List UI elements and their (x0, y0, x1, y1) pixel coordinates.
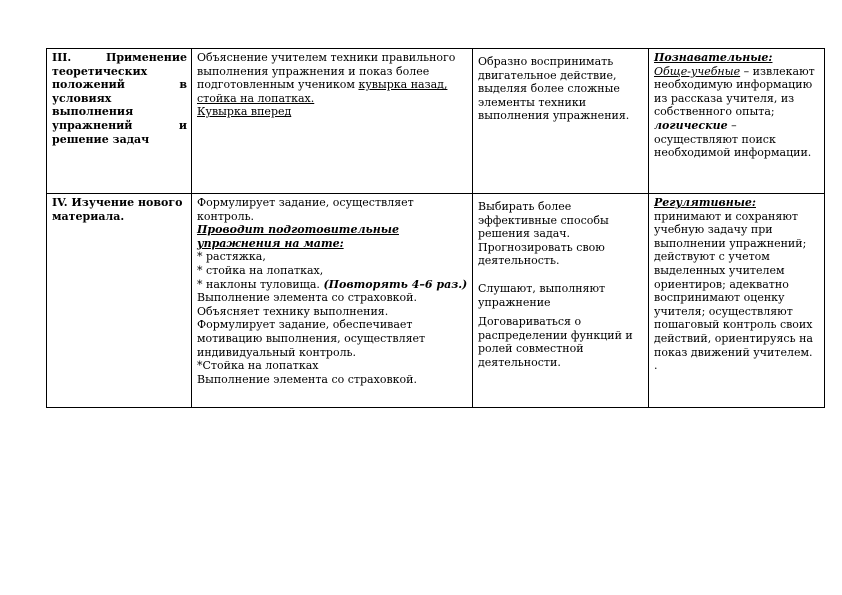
teacher-item: * наклоны туловища. (197, 277, 320, 291)
uud-logic-text: – осуществляют поиск необходимой информации. (654, 118, 812, 160)
stage-title: III. Применение теоретических положений в условиях выполнения упражнений и решение задач (52, 51, 187, 146)
student-text: Выбирать более эффективные способы решения задач. (478, 200, 609, 241)
uud-text: принимают и сохраняют учебную задачу при выполнении упражнений; действуют с учетом выделенных учителем ориентиров; адекватно воспринимают оценку учителя; осуществляют пошаговый контроль своих действий, ориентируясь на показ движений учителем. (654, 209, 813, 359)
teacher-activity-cell (192, 49, 473, 194)
uud-cell (649, 49, 825, 194)
stage-cell (47, 49, 192, 194)
teacher-repeat: (Повторять 4–6 раз.) (323, 277, 468, 291)
stage-title: IV. Изучение нового материала. (52, 196, 183, 223)
uud-end: . (654, 359, 658, 373)
student-text: Образно воспринимать двигательное действие, выделяя более сложные элементы техники выполнения упражнения. (478, 55, 630, 123)
teacher-text: *Стойка на лопатках (197, 359, 319, 373)
table-row (47, 49, 825, 194)
teacher-item: * растяжка, (197, 250, 266, 264)
teacher-text: Выполнение элемента со страховкой. (197, 372, 417, 386)
student-text: Слушают, выполняют упражнение (478, 281, 606, 309)
uud-general-text: – извлекают необходимую информацию из рассказа учителя, из собственного опыта; (654, 64, 815, 119)
teacher-item: * стойка на лопатках, (197, 263, 324, 277)
teacher-exercise: кувырка назад, стойка на лопатках. (197, 78, 448, 105)
teacher-activity-cell (192, 194, 473, 408)
teacher-text: Выполнение элемента со страховкой. (197, 291, 417, 305)
uud-cell (649, 194, 825, 408)
teacher-text: Формулирует задание, обеспечивает мотивацию выполнения, осуществляет индивидуальный контроль. (197, 318, 426, 359)
teacher-prep: Проводит подготовительные упражнения на мате: (197, 223, 399, 250)
uud-logic-label: логические (654, 118, 728, 132)
uud-general-label: Обще-учебные (654, 64, 741, 78)
teacher-text: Объясняет технику выполнения. (197, 304, 389, 318)
teacher-exercise-2: Кувырка вперед (197, 105, 292, 119)
table-row (47, 194, 825, 408)
student-text: Договариваться о распределении функций и ролей совместной деятельности. (478, 315, 633, 369)
teacher-text: Объяснение учителем техники правильного выполнения упражнения и показ более подготовленным учеником (197, 51, 456, 92)
lesson-plan-table (46, 48, 825, 408)
student-activity-cell (473, 194, 649, 408)
student-text: Прогнозировать свою деятельность. (478, 240, 605, 268)
student-activity-cell (473, 49, 649, 194)
uud-title: Регулятивные: (654, 196, 756, 209)
uud-title: Познавательные: (654, 51, 773, 64)
stage-cell (47, 194, 192, 408)
teacher-text: Формулирует задание, осуществляет контроль. (197, 196, 414, 223)
